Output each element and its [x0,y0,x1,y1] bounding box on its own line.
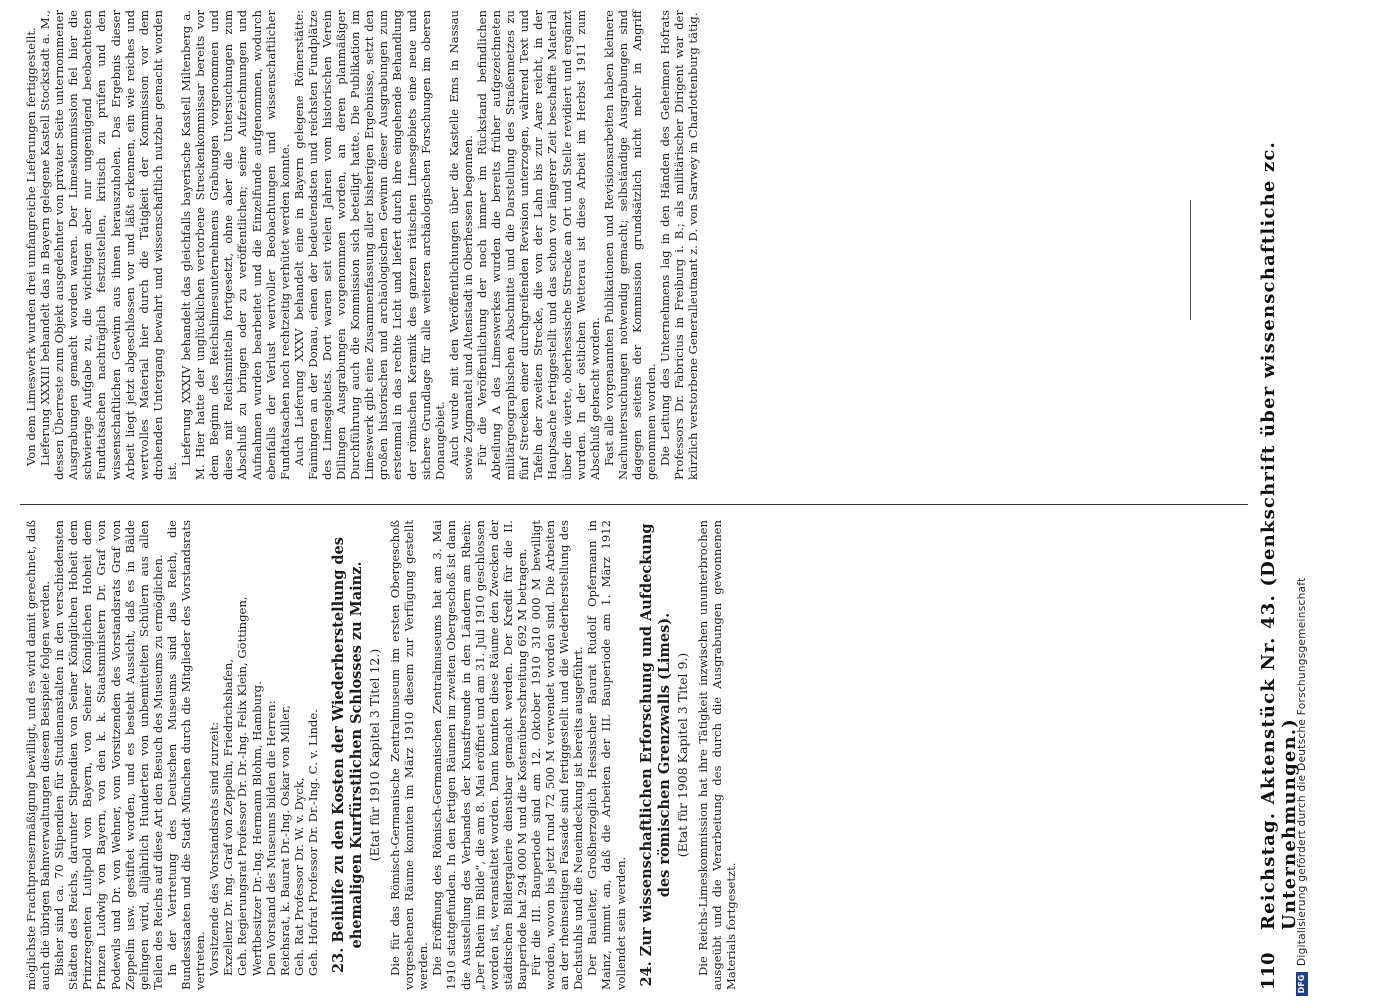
column-divider [20,504,1248,505]
section-24-title: 24. Zur wissenschaftlichen Erforschung und Aufdeckung des römischen Grenzwalls (Limes). [637,523,673,987]
paragraph: Lieferung XXXIV behandelt das gleichfalls bayerische Kastell Miltenberg a. M. Hier hatte der unglücklichen vertorbene Streckenkommissar bereits vor dem Beginn des Reichslimesunternehmens Grabungen vorgenommen und diese mit Reichsmitteln fortgesetzt, ohne aber die Untersuchungen zum Abschluß zu bringen oder zu veröffentlichen; seine Aufzeichnungen und Aufnahmen wurden bearbeitet und die Einzelfunde aufgenommen, wodurch ebenfalls der Verlust wertvoller Beobachtungen und wissenschaftlicher Fundtatsachen noch rechtzeitig verhütet werden konnte. [179,10,292,480]
board-member: Geh. Rat Professor Dr. W. v. Dyck, [291,777,306,976]
left-column [24,520,738,990]
section-23-etat: (Etat für 1910 Kapitel 3 Titel 12.) [366,648,382,862]
paragraph: Die für das Römisch-Germanische Zentralmuseum im ersten Obergeschoß vorgesehenen Räume konnten im März 1910 diesem zur Verfügung gestellt werden. [388,520,431,990]
board-member: Werftbesitzer Dr.-Ing. Hermann Blohm, Hamburg. [249,681,264,976]
running-title: Reichstag. Aktenstück Nr. 43. (Denkschrift über wissenschaftliche zc. Unternehmungen.) [1258,140,1300,930]
board-member: Exzellenz Dr. ing. Graf von Zeppelin, Friedrichshafen, [221,658,236,976]
paragraph: Den Vorstand des Museums bilden die Herren: [263,700,278,976]
paragraph: Von dem Limeswerk wurden drei umfangreiche Lieferungen fertiggestellt. [24,27,38,466]
paragraph: Für die III. Bauperiode sind am 12. Oktober 1910 310 000 M bewilligt worden, wovon bis jetzt rund 72 500 M verwendet worden sind. Die Arbeiten an der rheinseitigen Fassade sind fertiggestellt und die Wiederherstellung des Dachstuhls und die Neueindeckung ist bereits ausgeführt. [529,520,586,990]
paragraph: Der Bauleiter, Großherzoglich Hessischer Baurat Rudolf Opfermann in Mainz, nimmt an, daß die Arbeiten der III. Bauperiode am 1. März 1912 vollendet sein werden. [585,520,628,990]
paragraph: Die Eröffnung des Römisch-Germanischen Zentralmuseums hat am 3. Mai 1910 stattgefunden. In den fertigen Räumen im zweiten Obergeschoß ist dann die Ausstellung des Verbandes der Kunstfreunde in den Ländern am Rhein: „Der Rhein im Bilde“, die am 8. Mai eröffnet und am 31. Juli 1910 geschlossen worden ist, veranstaltet worden. Dann konnten diese Räume den Zwecken der städtischen Bildergalerie dienstbar gemacht werden. Der Kredit für die II. Bauperiode hat 294 000 M und die Kostenüberschreitung 692 M betragen. [430,520,529,990]
paragraph: Die Leitung des Unternehmens lag in den Händen des Geheimen Hofrats Professors Dr. Fabricius in Freiburg i. B.; als militärischer Dirigent war der kürzlich verstorbene Generalleutnant z. D. von Sarwey in Charlottenburg tätig. [658,10,701,480]
page-header [1258,0,1300,990]
paragraph: In der Vertretung des Deutschen Museums sind das Reich, die Bundesstaaten und die Stadt München durch die Mitglieder des Vorstandsrats vertreten. [164,520,208,990]
board-member: Reichsrat, k. Baurat Dr.-Ing. Oskar von Miller, [277,705,292,976]
paragraph: Auch wurde mit den Veröffentlichungen über die Kastelle Ems in Nassau sowie Zugmantel und Altenstadt in Oberhessen begonnen. [446,10,475,480]
section-24-etat: (Etat für 1908 Kapitel 3 Titel 9.) [674,652,690,858]
section-23-title: 23. Beihilfe zu den Kosten der Wiederherstellung des ehemaligen Kurfürstlichen Schlosses zu Mainz. [329,537,365,973]
paragraph: möglichste Frachtpreisermäßigung bewilligt, und es wird damit gerechnet, daß auch die übrigen Bahnverwaltungen diesem Beispiele folgen werden. [24,520,53,990]
page-number: 110 [1258,952,1279,990]
credit-text: Digitalisierung gefördert durch die Deutsche Forschungsgemeinschaft [1296,577,1308,966]
paragraph: Vorsitzende des Vorstandsrats sind zurzeit: [207,722,222,976]
dfg-logo: DFG [1296,972,1308,996]
paragraph: Bisher sind ca. 70 Stipendien für Studienanstalten in den verschiedensten Städten des Reichs, darunter Stipendien von Seiner Königlichen Hoheit dem Prinzregenten Luitpold von Bayern, von Seiner Königlichen Hoheit dem Prinzen Ludwig von Bayern, von den k. k. Staatsministern Dr. Graf von Podewils und Dr. von Wehner, vom Vorsitzenden des Vorstandsrats Graf von Zeppelin usw. gestiftet worden, und es besteht Aussicht, daß es in Bälde gelingen wird, alljährlich Hunderten von unbemittelten Schülern aus allen Teilen des Reichs auf diese Art den Besuch des Museums zu ermöglichen. [52,520,165,990]
board-member: Geh. Hofrat Professor Dr. Dr.-Ing. C. v. Linde. [305,709,320,976]
board-member: Geh. Regierungsrat Professor Dr. Dr.-Ing. Felix Klein, Göttingen, [235,596,250,976]
end-rule [1190,200,1191,320]
paragraph: Die Reichs-Limeskommission hat ihre Tätigkeit inzwischen ununterbrochen ausgeübt und die Verarbeitung des durch die Ausgrabungen gewonnenen Materials fortgesetzt. [695,520,738,990]
paragraph: Für die Veröffentlichung der noch immer im Rückstand befindlichen Abteilung A des Limeswerkes wurden die bereits früher aufgezeichneten militärgeographischen Abschnitte und die Darstellung des Straßennetzes zu fünf Strecken einer durchgreifenden Revision unterzogen, während Text und Tafeln der zweiten Strecke, die von der Lahn bis zur Aare reicht, in der Hauptsache fertiggestellt und das schon vor längerer Zeit beschaffte Material über die vierte, oberhessische Strecke an Ort und Stelle revidiert und ergänzt wurden. In der östlichen Wetterau ist diese Arbeit im Herbst 1911 zum Abschluß gebracht worden. [475,10,602,480]
paragraph: Auch Lieferung XXXV behandelt eine in Bayern gelegene Römerstätte: Faimingen an der Donau, einen der bedeutendsten und reichsten Fundplätze des Limesgebiets. Dort waren seit vielen Jahren vom historischen Verein Dillingen Ausgrabungen vorgenommen worden, an deren planmäßiger Durchführung auch die Kommission sich beteiligt hatte. Die Publikation im Limeswerk gibt eine Zusammenfassung aller bisherigen Ergebnisse, setzt den großen historischen und archäologischen Gewinn dieser Ausgrabungen zum erstenmal in das rechte Licht und liefert durch ihre eingehende Behandlung der römischen Keramik des ganzen rätischen Limesgebiets eine neue und sichere Grundlage für alle weiteren archäologischen Forschungen im oberen Donaugebiet. [291,10,447,480]
digitization-credit [1296,0,1310,1000]
paragraph: Lieferung XXXIII behandelt das in Bayern gelegene Kastell Stockstadt a. M., dessen Überreste zum Objekt ausgedehnter von privater Seite unternommener Ausgrabungen gemacht worden waren. Der Limeskommission fiel hier die schwierige Aufgabe zu, die wichtigen aber nur ungenügend beobachteten Fundtatsachen nachträglich festzustellen, kritisch zu prüfen und den wissenschaftlichen Gewinn aus ihnen herauszuholen. Das Ergebnis dieser Arbeit liegt jetzt abgeschlossen vor und läßt erkennen, ein wie reiches und wertvolles Material hier durch die Tätigkeit der Kommission vor dem drohenden Untergang bewahrt und wissenschaftlich nutzbar gemacht worden ist. [38,10,179,480]
right-column [24,10,701,480]
paragraph: Fast alle vorgenannten Publikationen und Revisionsarbeiten haben kleinere Nachuntersuchungen notwendig gemacht; selbständige Ausgrabungen sind dagegen seitens der Kommission grundsätzlich nicht mehr in Angriff genommen worden. [601,10,659,480]
